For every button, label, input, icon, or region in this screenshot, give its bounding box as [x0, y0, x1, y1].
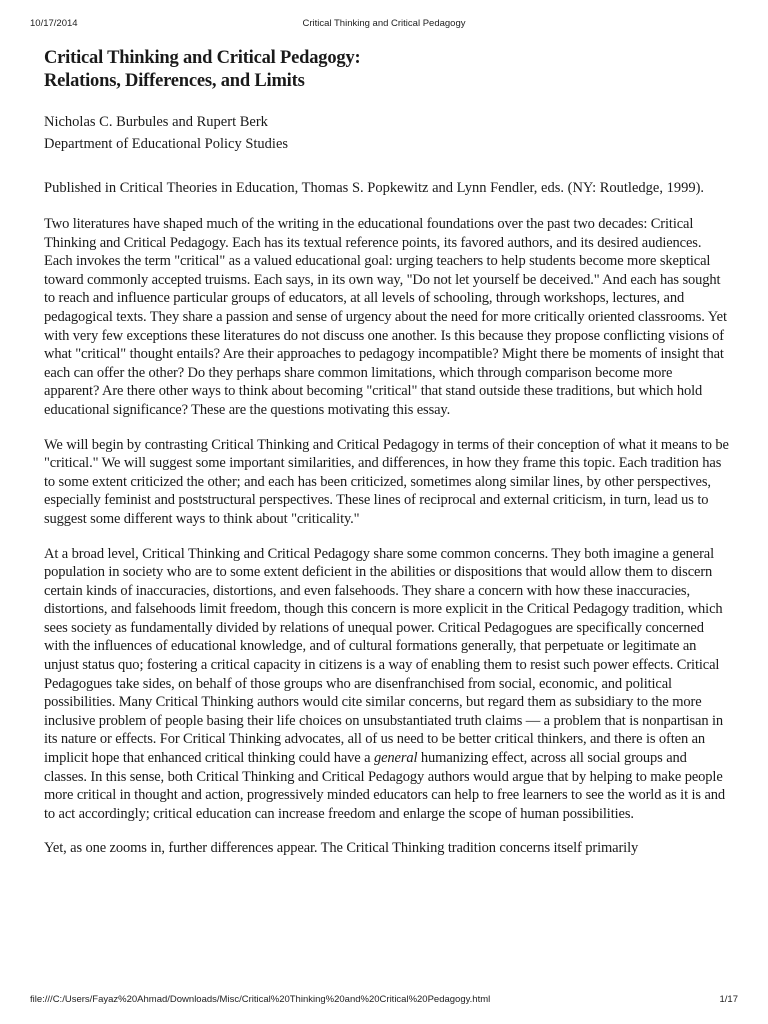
article-body: [44, 47, 730, 858]
paragraph-3-part-a: At a broad level, Critical Thinking and Critical Pedagogy share some common concerns. They both imagine a general population in society who are to some extent deficient in the abilities or dispositions that would allow them to discern certain kinds of inaccuracies, distortions, and even falsehoods. They share a concern with how these inaccuracies, distortions, and falsehoods limit freedom, though this concern is more explicit in the Critical Pedagogy tradition, which sees society as fundamentally divided by relations of unequal power. Critical Pedagogues are specifically concerned with the influences of educational knowledge, and of cultural formations generally, that perpetuate or legitimate an unjust status quo; fostering a critical capacity in citizens is a way of enabling them to resist such power effects. Critical Pedagogues take sides, on behalf of those groups who are disenfranchised from social, economic, and political possibilities. Many Critical Thinking authors would cite similar concerns, but regard them as subsidiary to the more inclusive problem of people basing their life choices on unsubstantiated truth claims — a problem that is nonpartisan in its nature or effects. For Critical Thinking advocates, all of us need to be better critical thinkers, and there is often an implicit hope that enhanced critical thinking could have a: [44, 545, 724, 767]
article-title-line-2: Relations, Differences, and Limits: [44, 71, 305, 91]
paragraph-3-emphasis: general: [373, 750, 418, 767]
paragraph-1: Two literatures have shaped much of the writing in the educational foundations over the past two decades: Critical Thinking and Critical Pedagogy. Each has its textual reference points, its favored authors, and its desired audiences. Each invokes the term "critical" as a valued educational goal: urging teachers to help students become more skeptical toward commonly accepted truisms. Each says, in its own way, "Do not let yourself be deceived." And each has sought to reach and influence particular groups of educators, at all levels of schooling, through workshops, lectures, and pedagogical texts. They share a passion and sense of urgency about the need for more critically oriented classrooms. Yet with very few exceptions these literatures do not discuss one another. Is this because they propose conflicting visions of what "critical" thought entails? Are their approaches to pedagogy incompatible? Might there be moments of insight that each can offer the other? Do they perhaps share common limitations, which through comparison become more apparent? Are there other ways to think about becoming "critical" that stand outside these traditions, but which hold educational significance? These are the questions motivating this essay.: [44, 216, 727, 418]
department: Department of Educational Policy Studies: [44, 136, 289, 152]
paragraph-4: Yet, as one zooms in, further differences appear. The Critical Thinking tradition concerns itself primarily: [44, 840, 639, 857]
print-header: [0, 0, 768, 30]
author-block: [44, 111, 730, 155]
print-title: Critical Thinking and Critical Pedagogy: [302, 18, 466, 29]
article-title-line-1: Critical Thinking and Critical Pedagogy:: [44, 48, 361, 68]
print-footer: [0, 994, 768, 1014]
file-path: file:///C:/Users/Fayaz%20Ahmad/Downloads/Misc/Critical%20Thinking%20and%20Critical%20Pedagogy.html: [30, 994, 491, 1005]
page-number: 1/17: [719, 994, 738, 1005]
paragraph-3: [44, 545, 730, 824]
article-title: [44, 47, 730, 93]
authors: Nicholas C. Burbules and Rupert Berk: [44, 114, 268, 130]
paragraph-3-part-b: humanizing effect, across all social groups and classes. In this sense, both Critical Thinking and Critical Pedagogy authors would argue that by helping to make people more critical in thought and action, progressively minded educators can help to free learners to see the world as it is and to act accordingly; critical education can increase freedom and enlarge the scope of human possibilities.: [44, 750, 726, 822]
publication-note: Published in Critical Theories in Education, Thomas S. Popkewitz and Lynn Fendler, eds. (NY: Routledge, 1999).: [44, 180, 705, 196]
print-date: 10/17/2014: [30, 18, 78, 29]
paragraph-2: We will begin by contrasting Critical Thinking and Critical Pedagogy in terms of their conception of what it means to be "critical." We will suggest some important similarities, and differences, in how they frame this topic. Each tradition has to some extent criticized the other; and each has been criticized, sometimes along similar lines, by other perspectives, especially feminist and poststructural perspectives. These lines of reciprocal and external criticism, in turn, lead us to suggest some different ways to think about "criticality.": [44, 436, 729, 527]
